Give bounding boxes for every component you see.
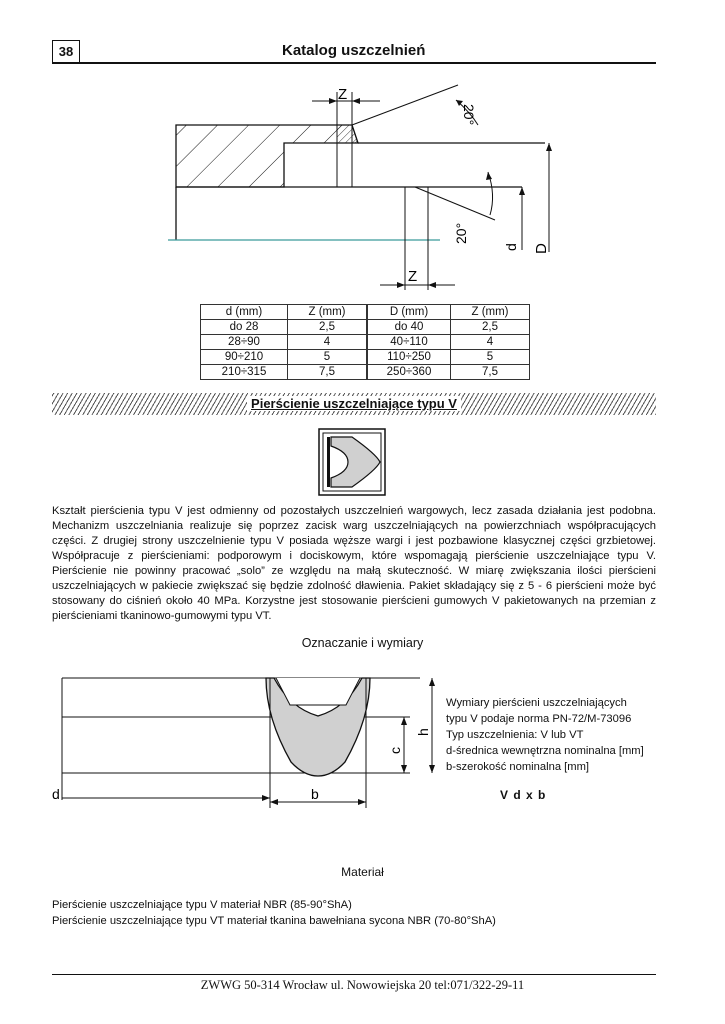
table-header: d (mm) — [201, 305, 288, 320]
page-number: 38 — [52, 40, 80, 64]
section-title: Pierścienie uszczelniające typu V — [52, 393, 656, 415]
spec-line: typu V podaje norma PN-72/M-73096 — [446, 713, 632, 725]
chamfer-drawing — [0, 80, 725, 300]
angle-top-label: 20° — [461, 104, 477, 126]
table-cell: do 28 — [201, 320, 288, 335]
housing-section — [176, 125, 358, 187]
table-cell: 40÷110 — [367, 335, 451, 350]
table-cell: do 40 — [367, 320, 451, 335]
v-ring-dimension-drawing — [0, 660, 440, 810]
table-header: Z (mm) — [451, 305, 530, 320]
v-ring-icon — [318, 428, 386, 496]
chamfer-table — [200, 304, 530, 380]
designation: V d x b — [500, 788, 547, 802]
d-dim-label: d — [52, 786, 60, 802]
table-cell: 5 — [451, 350, 530, 365]
table-cell: 4 — [451, 335, 530, 350]
section-band — [52, 393, 656, 415]
table-cell: 28÷90 — [201, 335, 288, 350]
table-row — [201, 350, 530, 365]
table-row — [201, 335, 530, 350]
table-cell: 5 — [288, 350, 368, 365]
material-heading: Materiał — [341, 865, 384, 879]
footer-text: ZWWG 50-314 Wrocław ul. Nowowiejska 20 tel:071/322-29-11 — [200, 978, 525, 992]
table-cell: 110÷250 — [367, 350, 451, 365]
page-title: Katalog uszczelnień — [282, 42, 426, 59]
spec-line: b-szerokość nominalna [mm] — [446, 761, 590, 773]
b-dim-label: b — [311, 786, 319, 802]
D-label: D — [533, 243, 550, 254]
table-row — [201, 365, 530, 380]
footer-rule — [52, 974, 656, 975]
spec-line: Typ uszczelnienia: V lub VT — [446, 729, 584, 741]
table-cell: 2,5 — [288, 320, 368, 335]
spec-line: d-średnica wewnętrzna nominalna [mm] — [446, 745, 644, 757]
table-header: D (mm) — [367, 305, 451, 320]
material-lines — [52, 897, 496, 929]
z-bottom-label: Z — [408, 268, 418, 285]
dimensions-heading: Oznaczanie i wymiary — [301, 636, 424, 650]
description-paragraph: Kształt pierścienia typu V jest odmienny od pozostałych uszczelnień wargowych, lecz zasada działania jest podobna. Mechanizm uszczelniania realizuje się poprzez zacisk warg uszczelniających na powierzchniach współpracujących części. Z drugiej strony uszczelnienie typu V posiada węższe wargi i jest pozbawione klasycznej części grzbietowej. Współpracuje z pierścieniami: podporowym i dociskowym, które wspomagają pierścienie uszczelniające typu V. Pierścienie nie powinny pracować „solo” ze względu na małą skuteczność. W miarę zwiększania ilości pierścieni uszczelniających w pakiecie zwiększać się będzie zdolność dławienia. Pakiet składający się z 5 - 6 pierścieni może być stosowany do ciśnień około 40 MPa. Korzystne jest stosowanie pierścieni gumowych V pakietowanych na przemian z pierścieniami tkaninowo-gumowymi typu VT. — [52, 505, 656, 622]
z-top-label: Z — [338, 86, 348, 103]
table-cell: 7,5 — [451, 365, 530, 380]
table-header-row — [201, 305, 530, 320]
table-cell: 210÷315 — [201, 365, 288, 380]
table-cell: 7,5 — [288, 365, 368, 380]
material-line: Pierścienie uszczelniające typu VT materiał tkanina bawełniana sycona NBR (70-80°ShA) — [52, 915, 496, 927]
table-row — [201, 320, 530, 335]
d-label: d — [503, 243, 519, 251]
table-header: Z (mm) — [288, 305, 368, 320]
c-dim-label: c — [387, 747, 403, 754]
table-cell: 2,5 — [451, 320, 530, 335]
angle-bottom-label: 20° — [453, 222, 469, 244]
spec-text — [446, 695, 656, 775]
spec-line: Wymiary pierścieni uszczelniających — [446, 697, 627, 709]
h-dim-label: h — [415, 728, 431, 736]
table-cell: 250÷360 — [367, 365, 451, 380]
table-cell: 90÷210 — [201, 350, 288, 365]
table-cell: 4 — [288, 335, 368, 350]
material-line: Pierścienie uszczelniające typu V materiał NBR (85-90°ShA) — [52, 899, 352, 911]
header-rule — [52, 62, 656, 64]
